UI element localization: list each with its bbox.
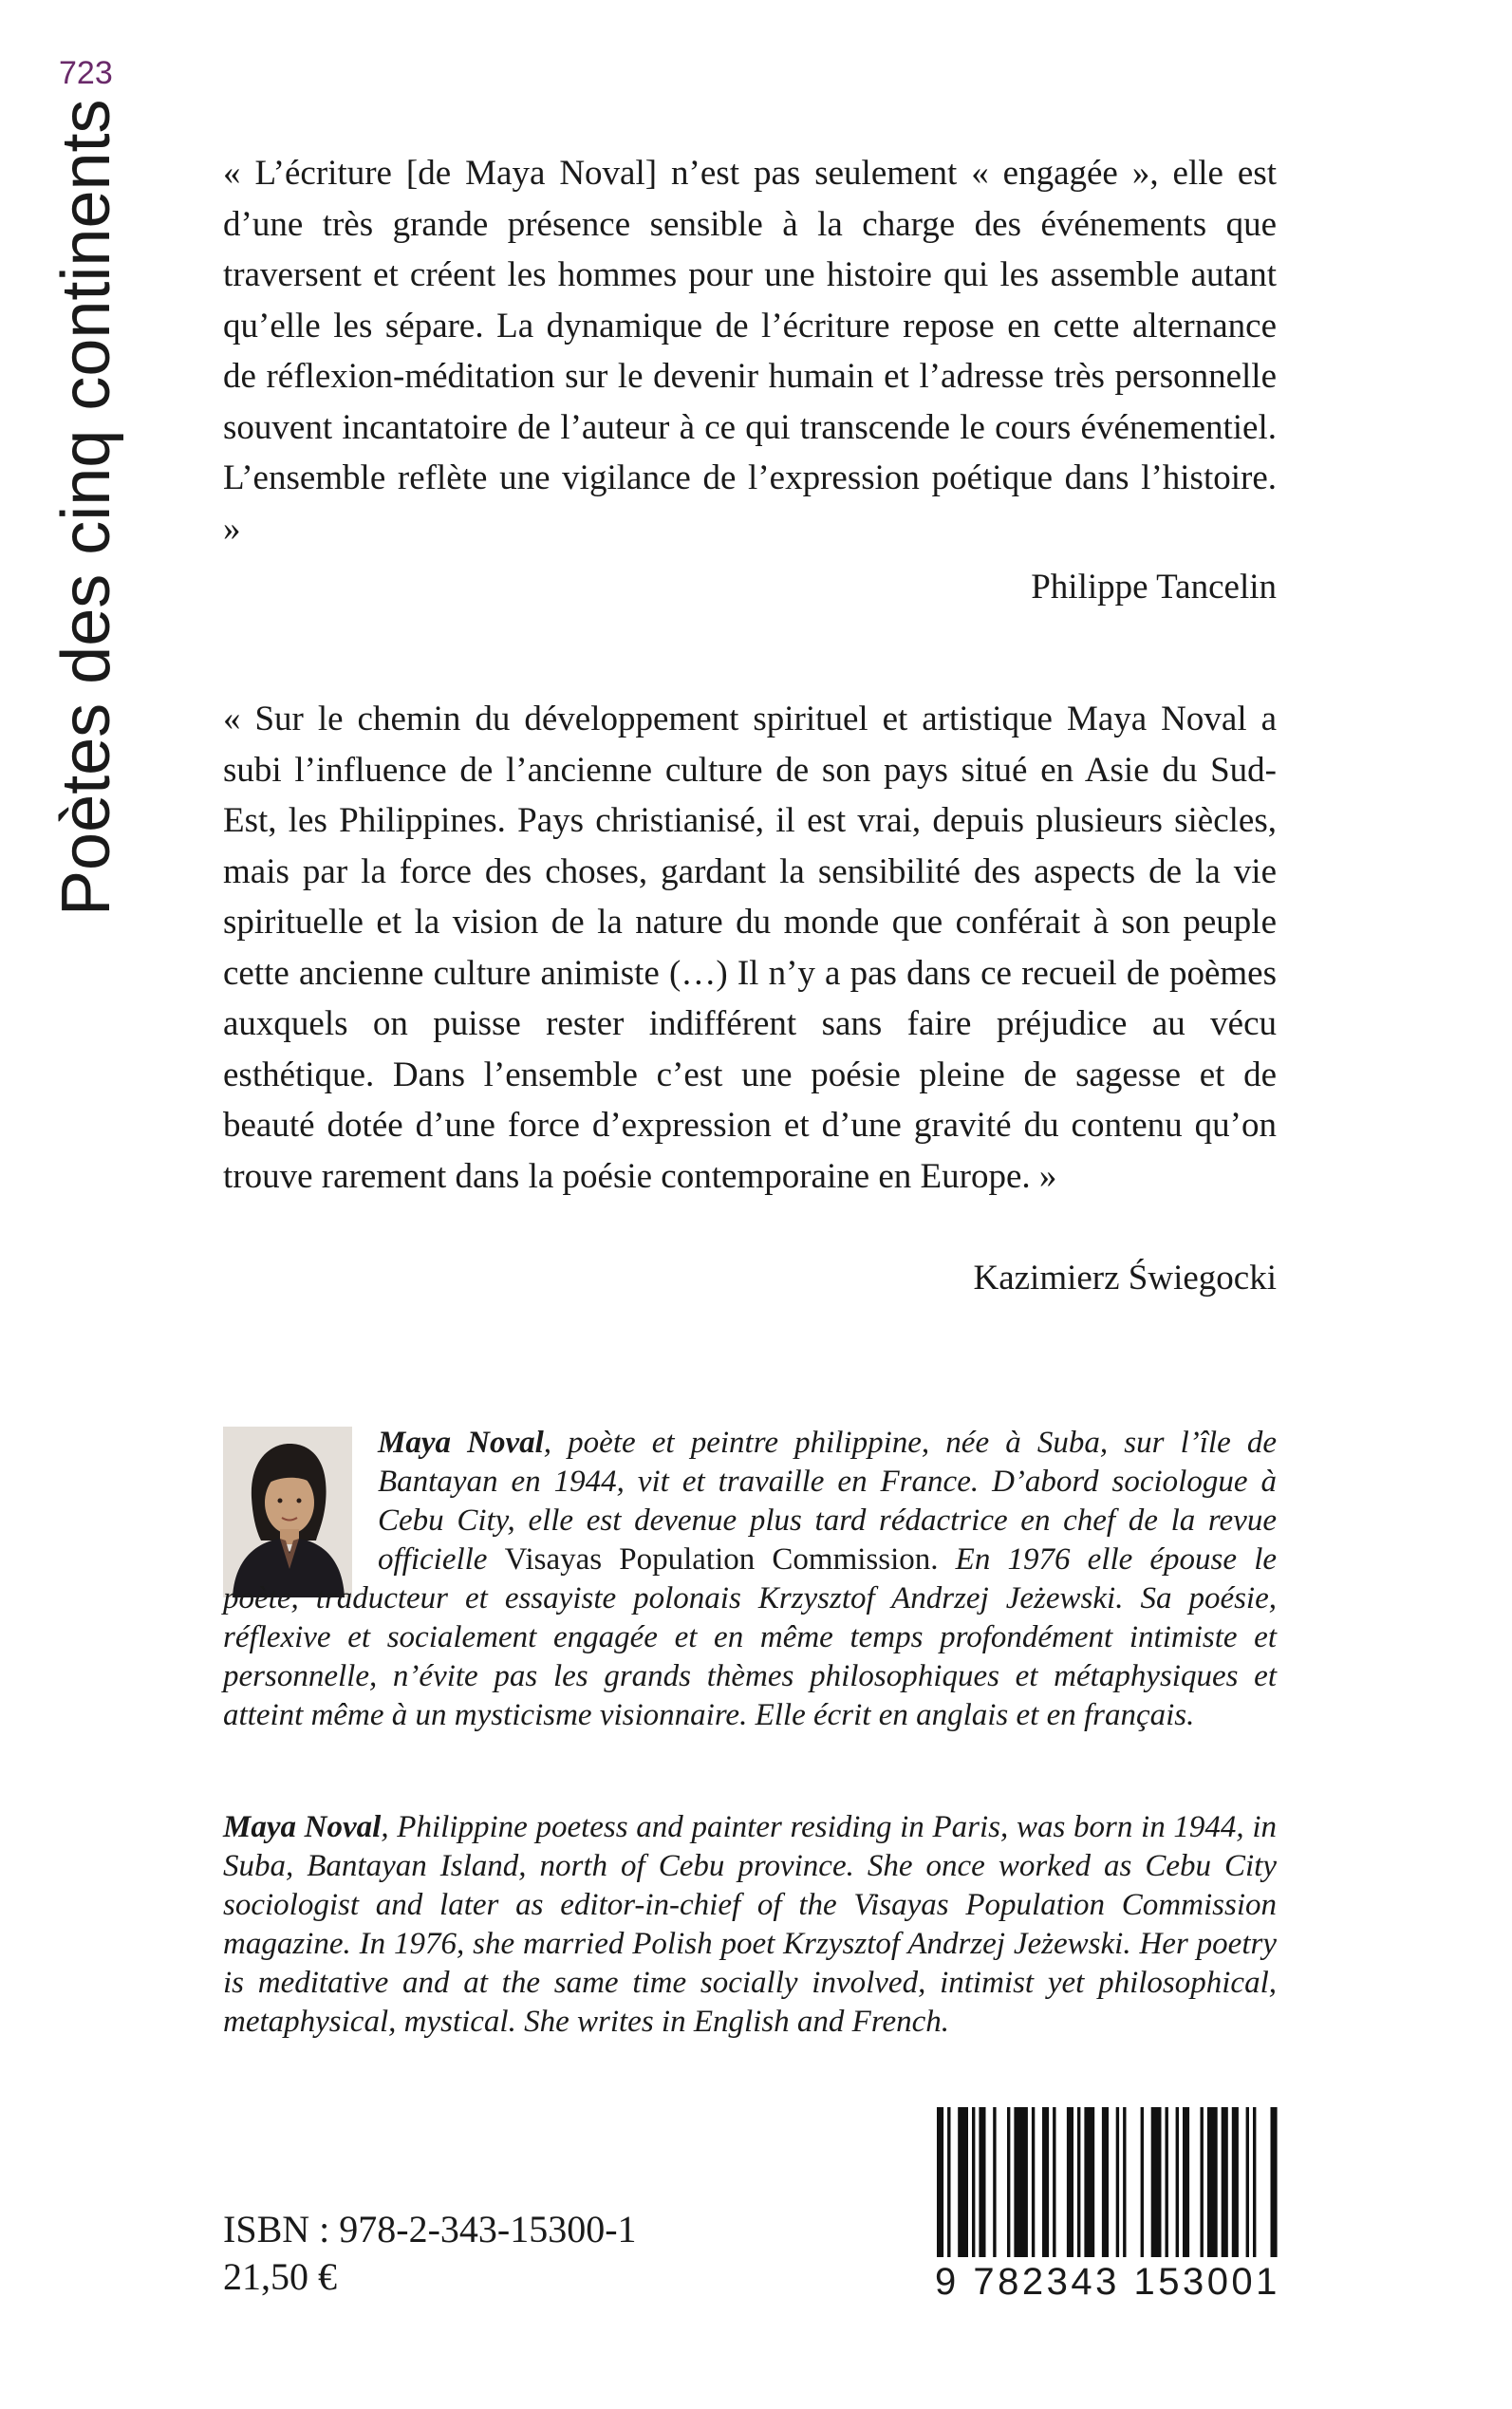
bio-french-part2: En 1976 elle épouse le poète, traducteur et essayiste polonais Krzysztof Andrzej Jeżewski. Sa poésie, réflexive et socialement engagée et en même temps profondément intimiste et personnelle, n’évite pas les grands thèmes philosophiques et métaphysiques et atteint même à un mysticisme visionnaire. Elle écrit en anglais et en français. (223, 1542, 1278, 1732)
barcode-bar (1271, 2107, 1278, 2257)
barcode-bar (1014, 2107, 1028, 2257)
barcode-bar (1053, 2107, 1055, 2257)
barcode-bar (1102, 2107, 1109, 2257)
price: 21,50 € (223, 2255, 337, 2298)
barcode-bar (1067, 2107, 1073, 2257)
barcode-bar (1042, 2107, 1049, 2257)
series-number: 723 (59, 55, 113, 91)
barcode-bar (1151, 2107, 1162, 2257)
bio-english (223, 1808, 1277, 2042)
barcode-bar (1141, 2107, 1144, 2257)
bio-french-name: Maya Noval (378, 1426, 544, 1460)
bio-french (223, 1424, 1277, 1735)
barcode-bar (1246, 2107, 1249, 2257)
quote-tancelin: « L’écriture [de Maya Noval] n’est pas seulement « engagée », elle est d’une très grande présence sensible à la charge des événements que traversent et créent les hommes pour une histoire qui les assemble autant qu’elle les sépare. La dynamique de l’écriture repose en cette alternance de réflexion-méditation sur le devenir humain et l’adresse très personnelle souvent incantatoire de l’auteur à ce qui transcende le cours événementiel. L’ensemble reflète une vigilance de l’expression poétique dans l’histoire. » (223, 154, 1277, 549)
barcode-bar (1183, 2107, 1189, 2257)
barcode-bar (1166, 2107, 1168, 2257)
bio-french-magazine: Visayas Population Commission. (504, 1542, 939, 1577)
barcode-bar (1201, 2107, 1204, 2257)
barcode-bar (947, 2107, 950, 2257)
barcode-bar (1253, 2107, 1256, 2257)
barcode-bar (1084, 2107, 1094, 2257)
barcode-bar (979, 2107, 985, 2257)
barcode-bar (972, 2107, 975, 2257)
series-title: Poètes des cinq continents (48, 99, 124, 916)
barcode (935, 2107, 1281, 2306)
barcode-bar (958, 2107, 968, 2257)
isbn: ISBN : 978-2-343-15300-1 (223, 2208, 637, 2250)
quote-swiegocki: « Sur le chemin du développement spirituel et artistique Maya Noval a subi l’influence de l’ancienne culture de son pays situé en Asie du Sud-Est, les Philippines. Pays christianisé, il est vrai, depuis plusieurs siècles, mais par la force des choses, gardant la sensibilité des aspects de la vie spirituelle et la vision de la nature du monde que conférait à son peuple cette ancienne culture animiste (…) Il n’y a pas dans ce recueil de poèmes auxquels on puisse rester indifférent sans faire préjudice au vécu esthétique. Dans l’ensemble c’est une poésie pleine de sagesse et de beauté dotée d’une force d’expression et d’une gravité du contenu qu’on trouve rarement dans la poésie contemporaine en Europe. » (223, 700, 1277, 1196)
barcode-digits: 9 782343 153001 (935, 2261, 1280, 2303)
barcode-bar (1007, 2107, 1010, 2257)
barcode-bar (1207, 2107, 1218, 2257)
quote-author-tancelin: Philippe Tancelin (1031, 568, 1277, 607)
barcode-bar (1222, 2107, 1228, 2257)
barcode-bars (935, 2107, 1281, 2259)
barcode-bar (1077, 2107, 1080, 2257)
barcode-bar (1123, 2107, 1126, 2257)
barcode-bar (937, 2107, 943, 2257)
barcode-bar (1232, 2107, 1239, 2257)
barcode-bar (1176, 2107, 1179, 2257)
barcode-bar (1116, 2107, 1119, 2257)
quote-author-swiegocki: Kazimierz Świegocki (973, 1259, 1277, 1298)
bio-english-text: , Philippine poetess and painter residing in Paris, was born in 1944, in Suba, Bantayan Island, north of Cebu province. She once worked as Cebu City sociologist and later as editor-in-chief of the Visayas Population Commission magazine. In 1976, she married Polish poet Krzysztof Andrzej Jeżewski. Her poetry is meditative and at the same time socially involved, intimist yet philosophical, metaphysical, mystical. She writes in English and French. (223, 1810, 1278, 2039)
barcode-bar (1032, 2107, 1035, 2257)
bio-french-part1: , poète et peintre philippine, née à Suba, sur l’île de Bantayan en 1944, vit et travaille en France. D’abord sociologue à Cebu City, elle est devenue plus tard rédactrice en chef de la revue officielle (378, 1426, 1277, 1577)
bio-english-name: Maya Noval (223, 1810, 382, 1844)
barcode-bar (993, 2107, 996, 2257)
